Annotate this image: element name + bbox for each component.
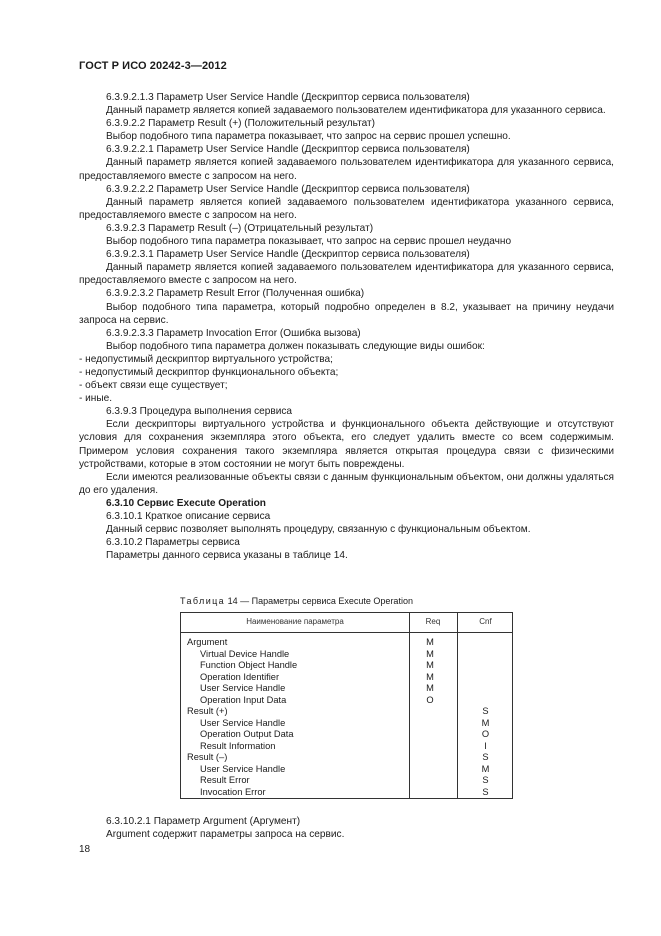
parameter-name: Function Object Handle: [200, 660, 298, 670]
table-row: [181, 729, 512, 741]
parameter-name: Result Information: [200, 740, 276, 751]
paragraph: 6.3.9.2.1.3 Параметр User Service Handle (Дескриптор сервиса пользователя): [106, 92, 470, 103]
table-row: [181, 649, 512, 661]
parameter-name: User Service Handle: [200, 763, 286, 774]
paragraph: Если дескрипторы виртуального устройства и функционального объекта действующие и отсутствуют условия для сохранения экземпляра этого объекта, его следует удалить вместе со всем содержимым. Примером условия сохранения такого экземпляра является открытая процедура связи с физическими устройствами, которые в этом состоянии не могут быть повреждены.: [79, 419, 614, 470]
section-heading: 6.3.10 Сервис Execute Operation: [106, 497, 266, 509]
paragraph: 6.3.9.2.2 Параметр Result (+) (Положительный результат): [106, 118, 375, 130]
table-row: [181, 706, 512, 718]
table-row: [181, 752, 512, 764]
paragraph: Выбор подобного типа параметра, который подробно определен в 8.2, указывает на причину неудачи запроса на сервис.: [79, 301, 614, 326]
cnf-value: S: [482, 775, 489, 785]
table-body: [181, 637, 512, 798]
document-header: ГОСТ Р ИСО 20242-3—2012: [79, 60, 227, 72]
paragraph: Если имеются реализованные объекты связи с данным функциональным объектом, они должны удаляться до его удаления.: [79, 471, 614, 496]
table-row: [181, 775, 512, 787]
table-row: [181, 683, 512, 695]
table-header-divider: [181, 632, 512, 633]
paragraph: - недопустимый дескриптор виртуального устройства;: [79, 353, 333, 365]
paragraph: - иные.: [79, 393, 113, 405]
cnf-value: I: [484, 740, 487, 751]
paragraph: Данный параметр является копией задаваемого пользователем идентификатора указанного сервиса, предоставляемого вместе с запросом на него.: [79, 196, 614, 221]
paragraph: 6.3.9.2.3 Параметр Result (–) (Отрицательный результат): [106, 222, 374, 234]
table-caption-title: 14 — Параметры сервиса Execute Operation: [225, 596, 413, 606]
body-text: [79, 91, 614, 562]
table-row: [181, 764, 512, 776]
cnf-value: O: [481, 729, 490, 739]
paragraph: Выбор подобного типа параметра показывает, что запрос на сервис прошел успешно.: [106, 131, 511, 143]
parameter-name: Operation Output Data: [200, 729, 294, 739]
paragraph: Данный параметр является копией задаваемого пользователем идентификатора для указанного сервиса, предоставляемого вместе с запросом на него.: [79, 157, 614, 182]
paragraph: Выбор подобного типа параметра должен показывать следующие виды ошибок:: [106, 340, 485, 352]
parameter-name: Invocation Error: [200, 786, 266, 797]
table-caption: [180, 596, 413, 606]
parameter-name: Virtual Device Handle: [200, 648, 290, 659]
req-value: M: [426, 671, 434, 682]
table-row: [181, 660, 512, 672]
parameter-name: Argument: [187, 637, 228, 647]
paragraph: 6.3.9.2.3.3 Параметр Invocation Error (Ошибка вызова): [106, 327, 361, 339]
paragraph: - объект связи еще существует;: [79, 380, 228, 392]
page-number: 18: [79, 844, 91, 855]
table-header-req: Req: [425, 617, 441, 626]
table-row: [181, 741, 512, 753]
req-value: M: [426, 660, 434, 670]
table-header-name: Наименование параметра: [246, 617, 344, 626]
after-table-text: [79, 815, 614, 841]
paragraph: 6.3.9.2.2.2 Параметр User Service Handle (Дескриптор сервиса пользователя): [106, 183, 470, 195]
req-value: M: [426, 683, 434, 693]
cnf-value: S: [482, 752, 489, 762]
req-value: O: [426, 694, 434, 705]
paragraph: 6.3.9.3 Процедура выполнения сервиса: [106, 406, 293, 418]
paragraph: 6.3.9.2.2.1 Параметр User Service Handle (Дескриптор сервиса пользователя): [106, 144, 470, 156]
paragraph: Данный сервис позволяет выполнять процедуру, связанную с функциональным объектом.: [106, 524, 531, 536]
cnf-value: S: [482, 786, 489, 797]
parameter-name: User Service Handle: [200, 683, 286, 693]
table-row: [181, 787, 512, 799]
parameter-name: Operation Identifier: [200, 671, 280, 682]
paragraph: 6.3.10.2 Параметры сервиса: [106, 537, 240, 549]
paragraph: 6.3.9.2.3.2 Параметр Result Error (Полученная ошибка): [106, 288, 365, 300]
table-header-cnf: Cnf: [479, 617, 492, 626]
parameter-name: Result (–): [187, 752, 228, 762]
parameter-name: Operation Input Data: [200, 694, 287, 705]
parameter-name: User Service Handle: [200, 717, 286, 728]
req-value: M: [426, 648, 434, 659]
parameter-name: Result Error: [200, 775, 250, 785]
parameter-name: Result (+): [187, 706, 228, 716]
cnf-value: M: [481, 763, 490, 774]
paragraph: Параметры данного сервиса указаны в таблице 14.: [106, 550, 348, 562]
table-row: [181, 718, 512, 730]
paragraph: Выбор подобного типа параметра показывает, что запрос на сервис прошел неудачно: [106, 236, 512, 248]
table-row: [181, 695, 512, 707]
paragraph: Argument содержит параметры запроса на сервис.: [106, 829, 345, 841]
cnf-value: S: [482, 706, 489, 716]
table-row: [181, 672, 512, 684]
paragraph: 6.3.10.2.1 Параметр Argument (Аргумент): [106, 816, 301, 827]
paragraph: Данный параметр является копией задаваемого пользователем идентификатора для указанного сервиса, предоставляемого вместе с запросом на него.: [79, 262, 614, 287]
table-row: [181, 637, 512, 649]
table-caption-label: Таблица: [180, 596, 226, 606]
paragraph: - недопустимый дескриптор функционального объекта;: [79, 366, 339, 378]
cnf-value: M: [481, 717, 490, 728]
paragraph: 6.3.10.1 Краткое описание сервиса: [106, 511, 271, 522]
req-value: M: [426, 637, 434, 647]
parameters-table: [180, 612, 513, 799]
paragraph: Данный параметр является копией задаваемого пользователем идентификатора для указанного сервиса.: [106, 105, 606, 117]
paragraph: 6.3.9.2.3.1 Параметр User Service Handle (Дескриптор сервиса пользователя): [106, 249, 470, 261]
